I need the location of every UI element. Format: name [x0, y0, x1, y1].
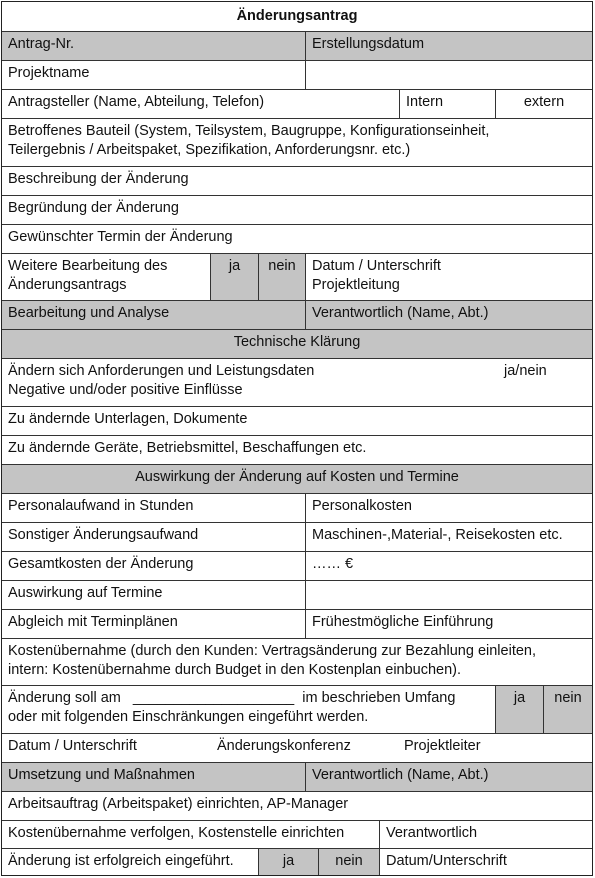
arbeitsauftrag-label: Arbeitsauftrag (Arbeitspaket) einrichten, AP-Manager	[8, 796, 349, 812]
einfluesse-label: Negative und/oder positive Einflüsse	[8, 382, 243, 398]
antragsteller-row	[2, 90, 592, 119]
kosten-verfolgen-row	[2, 821, 592, 849]
erfolgreich-row	[2, 849, 592, 875]
technische-klaerung-row	[2, 330, 592, 359]
weitere-ja-option[interactable]: ja	[210, 254, 258, 300]
kosten-line-2: intern: Kostenübernahme durch Budget in den Kostenplan einbuchen).	[8, 662, 462, 678]
sonstiger-row	[2, 523, 592, 552]
bauteil-row	[2, 119, 592, 167]
konferenz-row	[2, 734, 592, 763]
verantwortlich-label: Verantwortlich	[379, 821, 592, 848]
umsetzung-label: Umsetzung und Maßnahmen	[8, 767, 195, 783]
beschreibung-row	[2, 167, 592, 196]
abgleich-row	[2, 610, 592, 639]
bauteil-label	[2, 119, 592, 166]
weitere-line-1: Weitere Bearbeitung des	[8, 258, 168, 274]
title-row	[2, 2, 592, 32]
geraete-row	[2, 436, 592, 465]
auswirkung-kosten-row	[2, 465, 592, 494]
personalkosten-label: Personalkosten	[305, 494, 592, 522]
gesamtkosten-row	[2, 552, 592, 581]
aenderungskonferenz-label: Änderungskonferenz	[217, 738, 351, 754]
bearbeitung-verantwortlich: Verantwortlich (Name, Abt.)	[305, 301, 592, 329]
anforderungen-ja-nein[interactable]: ja/nein	[504, 363, 547, 379]
aenderung-soll-cell	[2, 686, 495, 733]
kosten-verfolgen-label: Kostenübernahme verfolgen, Kostenstelle einrichten	[8, 825, 345, 841]
fruehest-label: Frühestmögliche Einführung	[305, 610, 592, 638]
intern-option[interactable]: Intern	[399, 90, 495, 118]
bauteil-line-1: Betroffenes Bauteil (System, Teilsystem, Baugruppe, Konfigurationseinheit,	[8, 123, 490, 139]
aenderung-soll-line-1: Änderung soll am ____________________ im beschrieben Umfang	[8, 690, 456, 706]
begruendung-label: Begründung der Änderung	[8, 200, 179, 216]
aenderung-nein-option[interactable]: nein	[543, 686, 592, 733]
weitere-row	[2, 254, 592, 301]
termin-row	[2, 225, 592, 254]
sonstiger-label: Sonstiger Änderungsaufwand	[8, 527, 199, 543]
technische-klaerung-label: Technische Klärung	[233, 334, 361, 350]
euro-field[interactable]: …… €	[305, 552, 592, 580]
datum-unterschrift-label: Datum / Unterschrift	[312, 258, 441, 274]
extern-option[interactable]: extern	[495, 90, 592, 118]
change-request-form	[1, 1, 593, 876]
projektname-label: Projektname	[8, 65, 90, 81]
konferenz-datum-label: Datum / Unterschrift	[8, 738, 137, 754]
abgleich-label: Abgleich mit Terminplänen	[8, 614, 178, 630]
form-title: Änderungsantrag	[236, 8, 358, 24]
personalaufwand-label: Personalaufwand in Stunden	[8, 498, 194, 514]
umsetzung-verantwortlich: Verantwortlich (Name, Abt.)	[305, 763, 592, 791]
erfolgreich-nein-option[interactable]: nein	[318, 849, 379, 875]
auswirkung-termine-label: Auswirkung auf Termine	[8, 585, 163, 601]
arbeitsauftrag-row	[2, 792, 592, 821]
aenderung-soll-row	[2, 686, 592, 734]
antrag-row	[2, 32, 592, 61]
begruendung-row	[2, 196, 592, 225]
unterlagen-row	[2, 407, 592, 436]
geraete-label: Zu ändernde Geräte, Betriebsmittel, Beschaffungen etc.	[8, 440, 367, 456]
projektleitung-label: Projektleitung	[312, 277, 400, 293]
aenderung-ja-option[interactable]: ja	[495, 686, 543, 733]
erfolgreich-ja-option[interactable]: ja	[258, 849, 318, 875]
kostenuebernahme-row	[2, 639, 592, 686]
kosten-line-1: Kostenübernahme (durch den Kunden: Vertragsänderung zur Bezahlung einleiten,	[8, 643, 537, 659]
bauteil-line-2: Teilergebnis / Arbeitspaket, Spezifikation, Anforderungsnr. etc.)	[8, 142, 411, 158]
auswirkung-kosten-label: Auswirkung der Änderung auf Kosten und Termine	[135, 469, 459, 485]
auswirkung-termine-field[interactable]	[305, 581, 592, 609]
antrag-nr-label: Antrag-Nr.	[8, 36, 75, 52]
termin-label: Gewünschter Termin der Änderung	[8, 229, 233, 245]
weitere-nein-option[interactable]: nein	[258, 254, 305, 300]
unterlagen-label: Zu ändernde Unterlagen, Dokumente	[8, 411, 248, 427]
erstellungsdatum-label: Erstellungsdatum	[305, 32, 592, 60]
projektname-row	[2, 61, 592, 90]
personal-row	[2, 494, 592, 523]
maschinen-label: Maschinen-,Material-, Reisekosten etc.	[305, 523, 592, 551]
umsetzung-row	[2, 763, 592, 792]
projektname-field[interactable]	[305, 61, 592, 89]
weitere-label	[2, 254, 210, 300]
weitere-line-2: Änderungsantrags	[8, 277, 127, 293]
beschreibung-label: Beschreibung der Änderung	[8, 171, 189, 187]
anforderungen-row	[2, 359, 592, 407]
kostenuebernahme-cell	[2, 639, 592, 685]
bearbeitung-label: Bearbeitung und Analyse	[8, 305, 170, 321]
erfolgreich-datum-label: Datum/Unterschrift	[379, 849, 592, 875]
anforderungen-label: Ändern sich Anforderungen und Leistungsdaten	[8, 363, 315, 379]
bearbeitung-row	[2, 301, 592, 330]
aenderung-soll-line-2: oder mit folgenden Einschränkungen eingeführt werden.	[8, 709, 369, 725]
erfolgreich-label: Änderung ist erfolgreich eingeführt.	[8, 853, 234, 869]
weitere-signature	[305, 254, 592, 300]
antragsteller-label: Antragsteller (Name, Abteilung, Telefon)	[8, 94, 265, 110]
projektleiter-label: Projektleiter	[404, 738, 481, 754]
gesamtkosten-label: Gesamtkosten der Änderung	[8, 556, 194, 572]
auswirkung-termine-row	[2, 581, 592, 610]
